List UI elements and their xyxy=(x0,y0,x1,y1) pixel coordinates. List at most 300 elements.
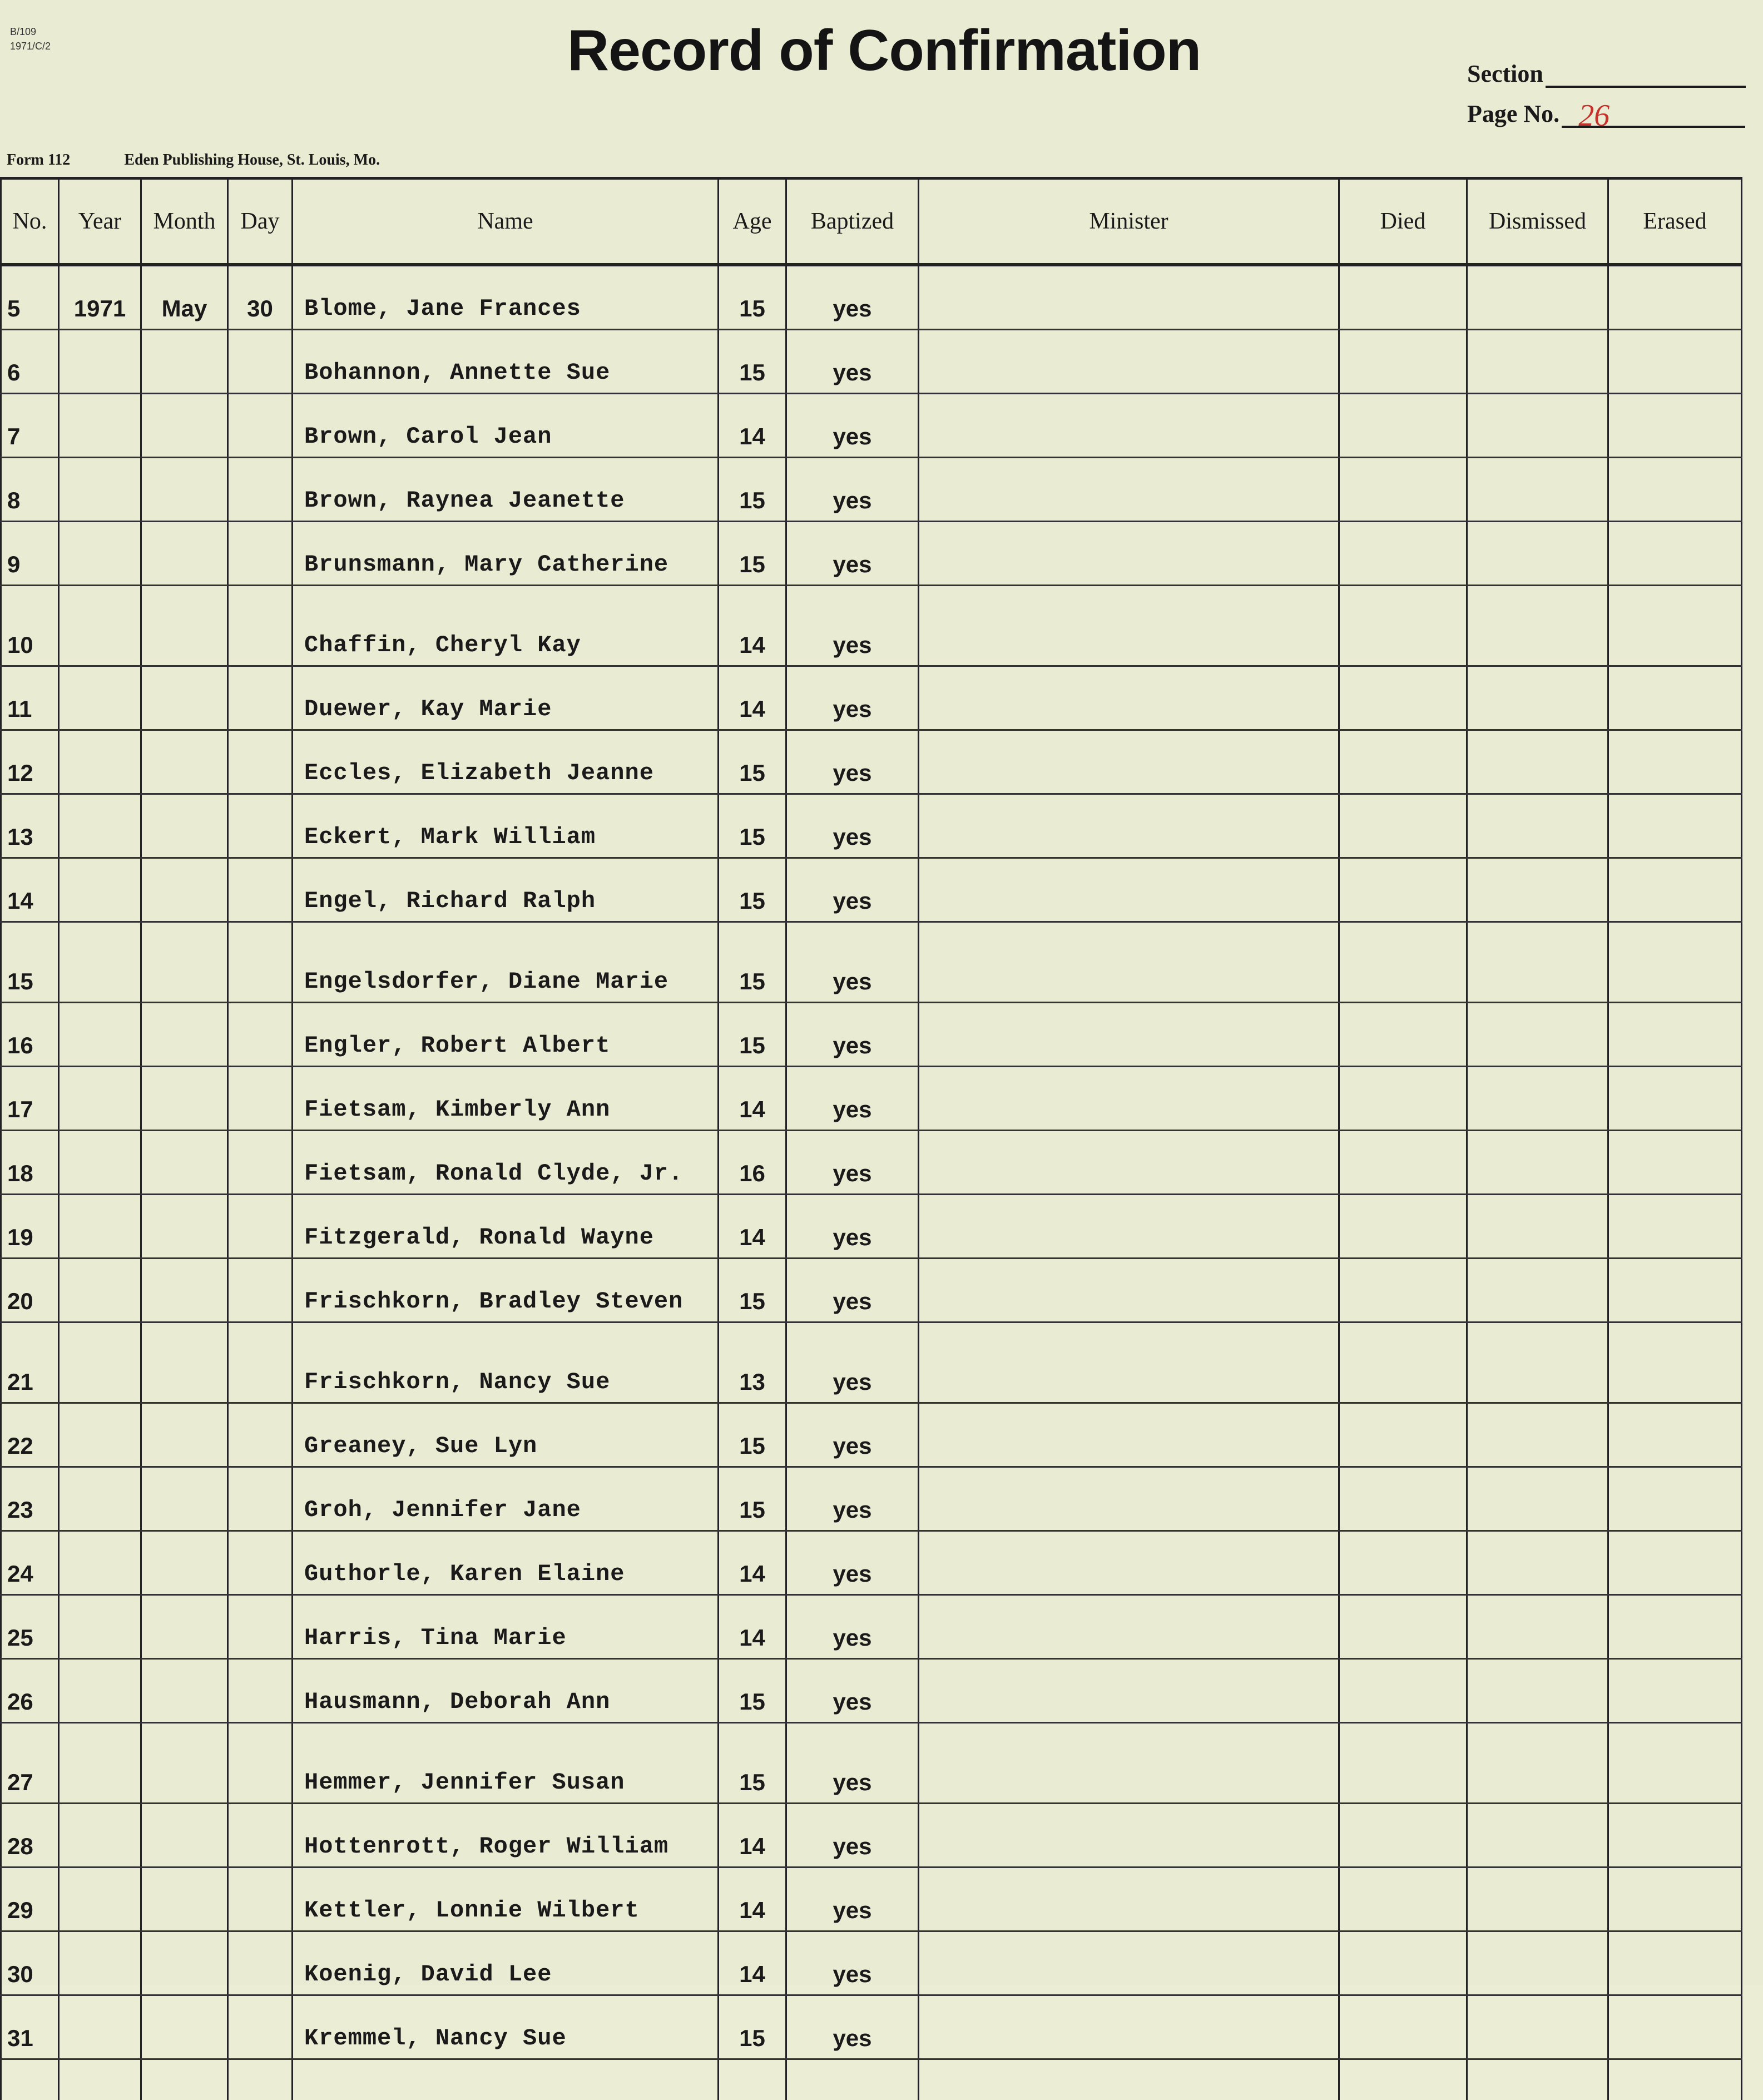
table-row xyxy=(1,330,1742,394)
row-day xyxy=(228,586,293,666)
table-row xyxy=(1,265,1742,330)
row-name: Chaffin, Cheryl Kay xyxy=(293,586,719,666)
row-minister xyxy=(919,522,1339,586)
row-baptized: yes xyxy=(786,1067,919,1131)
archive-ref-line-1: B/109 xyxy=(10,24,51,39)
row-month xyxy=(141,858,228,922)
table-row xyxy=(1,1403,1742,1467)
form-number: Form 112 xyxy=(7,151,70,169)
row-year xyxy=(59,458,141,522)
row-day xyxy=(228,522,293,586)
row-baptized: yes xyxy=(786,330,919,394)
row-age: 15 xyxy=(719,1659,786,1723)
row-age: 15 xyxy=(719,1723,786,1804)
row-day xyxy=(228,1804,293,1868)
row-name: Groh, Jennifer Jane xyxy=(293,1467,719,1531)
row-erased xyxy=(1608,330,1742,394)
row-day xyxy=(228,1067,293,1131)
table-row xyxy=(1,1195,1742,1259)
row-name: Brown, Carol Jean xyxy=(293,394,719,458)
row-year xyxy=(59,330,141,394)
row-dismissed xyxy=(1467,1659,1608,1723)
row-baptized: yes xyxy=(786,794,919,858)
row-dismissed xyxy=(1467,1403,1608,1467)
section-label: Section xyxy=(1467,60,1543,88)
header-month: Month xyxy=(141,179,228,265)
row-dismissed xyxy=(1467,458,1608,522)
row-year xyxy=(59,1868,141,1931)
row-day xyxy=(228,1595,293,1659)
row-baptized: yes xyxy=(786,1995,919,2059)
row-day xyxy=(228,794,293,858)
row-year xyxy=(59,586,141,666)
row-month xyxy=(141,922,228,1003)
row-month xyxy=(141,794,228,858)
row-erased xyxy=(1608,730,1742,794)
row-baptized: yes xyxy=(786,394,919,458)
row-erased xyxy=(1608,1659,1742,1723)
row-day xyxy=(228,1003,293,1067)
row-age: 14 xyxy=(719,666,786,730)
row-name: Duewer, Kay Marie xyxy=(293,666,719,730)
row-died xyxy=(1339,1323,1467,1403)
row-dismissed xyxy=(1467,666,1608,730)
blank-cell xyxy=(141,2059,228,2100)
row-erased xyxy=(1608,858,1742,922)
row-year xyxy=(59,730,141,794)
header-erased: Erased xyxy=(1608,179,1742,265)
row-number: 10 xyxy=(1,586,59,666)
row-died xyxy=(1339,265,1467,330)
table-row xyxy=(1,1723,1742,1804)
page-title: Record of Confirmation xyxy=(567,18,1201,84)
row-day xyxy=(228,1403,293,1467)
row-dismissed xyxy=(1467,1003,1608,1067)
row-erased xyxy=(1608,1067,1742,1131)
row-day xyxy=(228,922,293,1003)
section-page-block xyxy=(1467,48,1746,128)
archive-reference xyxy=(10,24,51,53)
table-row-blank xyxy=(1,2059,1742,2100)
row-name: Brunsmann, Mary Catherine xyxy=(293,522,719,586)
row-number: 7 xyxy=(1,394,59,458)
row-name: Fitzgerald, Ronald Wayne xyxy=(293,1195,719,1259)
row-died xyxy=(1339,1067,1467,1131)
row-number: 26 xyxy=(1,1659,59,1723)
row-minister xyxy=(919,1595,1339,1659)
row-year xyxy=(59,1595,141,1659)
row-year xyxy=(59,1323,141,1403)
row-age: 15 xyxy=(719,458,786,522)
row-year xyxy=(59,1003,141,1067)
row-number: 12 xyxy=(1,730,59,794)
row-erased xyxy=(1608,265,1742,330)
row-died xyxy=(1339,394,1467,458)
row-year xyxy=(59,858,141,922)
row-number: 27 xyxy=(1,1723,59,1804)
row-age: 15 xyxy=(719,922,786,1003)
row-dismissed xyxy=(1467,1723,1608,1804)
row-month xyxy=(141,458,228,522)
row-name: Engel, Richard Ralph xyxy=(293,858,719,922)
row-died xyxy=(1339,1868,1467,1931)
row-month xyxy=(141,1531,228,1595)
row-died xyxy=(1339,1259,1467,1323)
row-name: Frischkorn, Nancy Sue xyxy=(293,1323,719,1403)
row-number: 19 xyxy=(1,1195,59,1259)
row-year xyxy=(59,666,141,730)
row-baptized: yes xyxy=(786,1131,919,1195)
row-died xyxy=(1339,1195,1467,1259)
table-row xyxy=(1,1995,1742,2059)
blank-cell xyxy=(719,2059,786,2100)
row-name: Greaney, Sue Lyn xyxy=(293,1403,719,1467)
row-age: 13 xyxy=(719,1323,786,1403)
publisher: Eden Publishing House, St. Louis, Mo. xyxy=(124,151,380,169)
row-number: 9 xyxy=(1,522,59,586)
row-age: 15 xyxy=(719,1403,786,1467)
row-dismissed xyxy=(1467,586,1608,666)
table-row xyxy=(1,1067,1742,1131)
row-minister xyxy=(919,1403,1339,1467)
row-minister xyxy=(919,1995,1339,2059)
row-day xyxy=(228,1259,293,1323)
row-baptized: yes xyxy=(786,1403,919,1467)
row-dismissed xyxy=(1467,522,1608,586)
table-row xyxy=(1,458,1742,522)
row-minister xyxy=(919,265,1339,330)
table-row xyxy=(1,586,1742,666)
header-baptized: Baptized xyxy=(786,179,919,265)
table-row xyxy=(1,922,1742,1003)
row-day xyxy=(228,1659,293,1723)
table-row xyxy=(1,1595,1742,1659)
table-row xyxy=(1,666,1742,730)
row-baptized: yes xyxy=(786,1531,919,1595)
row-day xyxy=(228,1131,293,1195)
row-number: 11 xyxy=(1,666,59,730)
row-month xyxy=(141,1067,228,1131)
row-age: 14 xyxy=(719,1195,786,1259)
header-name: Name xyxy=(293,179,719,265)
blank-cell xyxy=(786,2059,919,2100)
row-dismissed xyxy=(1467,265,1608,330)
row-name: Engelsdorfer, Diane Marie xyxy=(293,922,719,1003)
row-baptized: yes xyxy=(786,1003,919,1067)
row-year xyxy=(59,1931,141,1995)
row-died xyxy=(1339,1595,1467,1659)
row-erased xyxy=(1608,586,1742,666)
row-name: Hausmann, Deborah Ann xyxy=(293,1659,719,1723)
row-month xyxy=(141,1131,228,1195)
row-minister xyxy=(919,730,1339,794)
row-died xyxy=(1339,1531,1467,1595)
row-minister xyxy=(919,1259,1339,1323)
row-day xyxy=(228,394,293,458)
header-minister: Minister xyxy=(919,179,1339,265)
row-dismissed xyxy=(1467,1467,1608,1531)
row-erased xyxy=(1608,1995,1742,2059)
row-dismissed xyxy=(1467,1595,1608,1659)
row-died xyxy=(1339,858,1467,922)
row-month xyxy=(141,1995,228,2059)
row-name: Frischkorn, Bradley Steven xyxy=(293,1259,719,1323)
row-dismissed xyxy=(1467,1868,1608,1931)
row-died xyxy=(1339,730,1467,794)
row-baptized: yes xyxy=(786,1195,919,1259)
row-minister xyxy=(919,1659,1339,1723)
row-minister xyxy=(919,1868,1339,1931)
row-year xyxy=(59,1531,141,1595)
row-erased xyxy=(1608,1595,1742,1659)
row-minister xyxy=(919,922,1339,1003)
blank-cell xyxy=(1,2059,59,2100)
row-day xyxy=(228,1323,293,1403)
row-erased xyxy=(1608,394,1742,458)
row-died xyxy=(1339,1995,1467,2059)
row-year xyxy=(59,1659,141,1723)
row-number: 20 xyxy=(1,1259,59,1323)
row-dismissed xyxy=(1467,1067,1608,1131)
row-month xyxy=(141,586,228,666)
row-number: 16 xyxy=(1,1003,59,1067)
table-row xyxy=(1,394,1742,458)
row-age: 15 xyxy=(719,1003,786,1067)
row-died xyxy=(1339,522,1467,586)
table-row xyxy=(1,1323,1742,1403)
row-died xyxy=(1339,586,1467,666)
row-dismissed xyxy=(1467,1531,1608,1595)
row-year xyxy=(59,794,141,858)
table-row xyxy=(1,1659,1742,1723)
table-header-row xyxy=(1,179,1742,265)
row-month xyxy=(141,522,228,586)
row-month xyxy=(141,1723,228,1804)
header-year: Year xyxy=(59,179,141,265)
row-baptized: yes xyxy=(786,1467,919,1531)
row-year xyxy=(59,1995,141,2059)
header-age: Age xyxy=(719,179,786,265)
row-baptized: yes xyxy=(786,265,919,330)
row-year xyxy=(59,1131,141,1195)
row-month xyxy=(141,1595,228,1659)
row-day xyxy=(228,666,293,730)
row-baptized: yes xyxy=(786,730,919,794)
row-number: 24 xyxy=(1,1531,59,1595)
row-died xyxy=(1339,330,1467,394)
row-erased xyxy=(1608,1531,1742,1595)
row-name: Hemmer, Jennifer Susan xyxy=(293,1723,719,1804)
row-name: Hottenrott, Roger William xyxy=(293,1804,719,1868)
row-minister xyxy=(919,1531,1339,1595)
row-month xyxy=(141,1403,228,1467)
row-day xyxy=(228,330,293,394)
row-baptized: yes xyxy=(786,1868,919,1931)
row-erased xyxy=(1608,1804,1742,1868)
table-row xyxy=(1,794,1742,858)
row-day xyxy=(228,458,293,522)
row-day xyxy=(228,1531,293,1595)
row-erased xyxy=(1608,1403,1742,1467)
row-erased xyxy=(1608,1003,1742,1067)
row-minister xyxy=(919,1003,1339,1067)
row-number: 31 xyxy=(1,1995,59,2059)
row-number: 22 xyxy=(1,1403,59,1467)
row-died xyxy=(1339,1467,1467,1531)
row-dismissed xyxy=(1467,730,1608,794)
row-dismissed xyxy=(1467,1323,1608,1403)
row-name: Bohannon, Annette Sue xyxy=(293,330,719,394)
row-died xyxy=(1339,1804,1467,1868)
table-row xyxy=(1,1259,1742,1323)
blank-cell xyxy=(59,2059,141,2100)
row-dismissed xyxy=(1467,1259,1608,1323)
row-number: 17 xyxy=(1,1067,59,1131)
row-month xyxy=(141,1259,228,1323)
row-day xyxy=(228,1931,293,1995)
row-year xyxy=(59,394,141,458)
confirmation-table xyxy=(0,177,1742,2100)
row-year xyxy=(59,1804,141,1868)
row-name: Eccles, Elizabeth Jeanne xyxy=(293,730,719,794)
row-age: 14 xyxy=(719,1868,786,1931)
row-year xyxy=(59,1403,141,1467)
row-died xyxy=(1339,922,1467,1003)
row-number: 30 xyxy=(1,1931,59,1995)
row-minister xyxy=(919,586,1339,666)
row-month xyxy=(141,394,228,458)
page-number-field xyxy=(1562,103,1745,128)
row-year xyxy=(59,522,141,586)
row-erased xyxy=(1608,1131,1742,1195)
archive-ref-line-2: 1971/C/2 xyxy=(10,39,51,53)
row-name: Kremmel, Nancy Sue xyxy=(293,1995,719,2059)
table-body xyxy=(1,265,1742,2100)
row-age: 14 xyxy=(719,1067,786,1131)
row-name: Brown, Raynea Jeanette xyxy=(293,458,719,522)
row-baptized: yes xyxy=(786,522,919,586)
row-month xyxy=(141,1931,228,1995)
row-name: Eckert, Mark William xyxy=(293,794,719,858)
row-minister xyxy=(919,458,1339,522)
row-age: 14 xyxy=(719,1531,786,1595)
row-minister xyxy=(919,1067,1339,1131)
row-year: 1971 xyxy=(59,265,141,330)
row-name: Engler, Robert Albert xyxy=(293,1003,719,1067)
row-died xyxy=(1339,1723,1467,1804)
row-baptized: yes xyxy=(786,666,919,730)
row-age: 15 xyxy=(719,522,786,586)
row-name: Guthorle, Karen Elaine xyxy=(293,1531,719,1595)
row-month xyxy=(141,1003,228,1067)
row-month xyxy=(141,1804,228,1868)
blank-cell xyxy=(1467,2059,1608,2100)
row-number: 13 xyxy=(1,794,59,858)
row-day xyxy=(228,858,293,922)
section-field xyxy=(1546,63,1746,88)
header-dismissed: Dismissed xyxy=(1467,179,1608,265)
row-erased xyxy=(1608,1259,1742,1323)
row-day xyxy=(228,1723,293,1804)
row-minister xyxy=(919,794,1339,858)
row-name: Fietsam, Ronald Clyde, Jr. xyxy=(293,1131,719,1195)
row-age: 15 xyxy=(719,1467,786,1531)
section-row xyxy=(1467,48,1746,88)
row-died xyxy=(1339,1931,1467,1995)
row-baptized: yes xyxy=(786,1595,919,1659)
row-minister xyxy=(919,330,1339,394)
row-dismissed xyxy=(1467,922,1608,1003)
page-number-value: 26 xyxy=(1562,98,1610,133)
row-baptized: yes xyxy=(786,922,919,1003)
row-erased xyxy=(1608,458,1742,522)
row-age: 14 xyxy=(719,394,786,458)
row-year xyxy=(59,1467,141,1531)
row-month xyxy=(141,1195,228,1259)
row-age: 16 xyxy=(719,1131,786,1195)
row-number: 18 xyxy=(1,1131,59,1195)
row-baptized: yes xyxy=(786,1804,919,1868)
row-minister xyxy=(919,1131,1339,1195)
header-day: Day xyxy=(228,179,293,265)
table-row xyxy=(1,1531,1742,1595)
row-dismissed xyxy=(1467,1804,1608,1868)
row-day: 30 xyxy=(228,265,293,330)
row-died xyxy=(1339,666,1467,730)
row-month xyxy=(141,1467,228,1531)
row-year xyxy=(59,1195,141,1259)
row-minister xyxy=(919,1931,1339,1995)
row-day xyxy=(228,1467,293,1531)
row-died xyxy=(1339,1403,1467,1467)
table-row xyxy=(1,858,1742,922)
row-erased xyxy=(1608,794,1742,858)
row-erased xyxy=(1608,1868,1742,1931)
row-dismissed xyxy=(1467,794,1608,858)
row-year xyxy=(59,1723,141,1804)
row-number: 6 xyxy=(1,330,59,394)
page-number-row xyxy=(1467,88,1746,128)
page-number-label: Page No. xyxy=(1467,100,1559,128)
row-baptized: yes xyxy=(786,1723,919,1804)
row-age: 15 xyxy=(719,1259,786,1323)
row-dismissed xyxy=(1467,330,1608,394)
form-info xyxy=(7,151,380,169)
blank-cell xyxy=(1339,2059,1467,2100)
row-number: 25 xyxy=(1,1595,59,1659)
row-baptized: yes xyxy=(786,1323,919,1403)
row-dismissed xyxy=(1467,1131,1608,1195)
row-died xyxy=(1339,794,1467,858)
row-day xyxy=(228,1868,293,1931)
row-erased xyxy=(1608,1467,1742,1531)
row-number: 21 xyxy=(1,1323,59,1403)
row-month xyxy=(141,1659,228,1723)
row-year xyxy=(59,1259,141,1323)
row-erased xyxy=(1608,1195,1742,1259)
row-number: 15 xyxy=(1,922,59,1003)
row-dismissed xyxy=(1467,858,1608,922)
row-age: 14 xyxy=(719,1931,786,1995)
row-month xyxy=(141,1323,228,1403)
row-age: 15 xyxy=(719,265,786,330)
header-died: Died xyxy=(1339,179,1467,265)
table-row xyxy=(1,1467,1742,1531)
row-baptized: yes xyxy=(786,586,919,666)
row-minister xyxy=(919,394,1339,458)
row-minister xyxy=(919,858,1339,922)
row-minister xyxy=(919,1723,1339,1804)
